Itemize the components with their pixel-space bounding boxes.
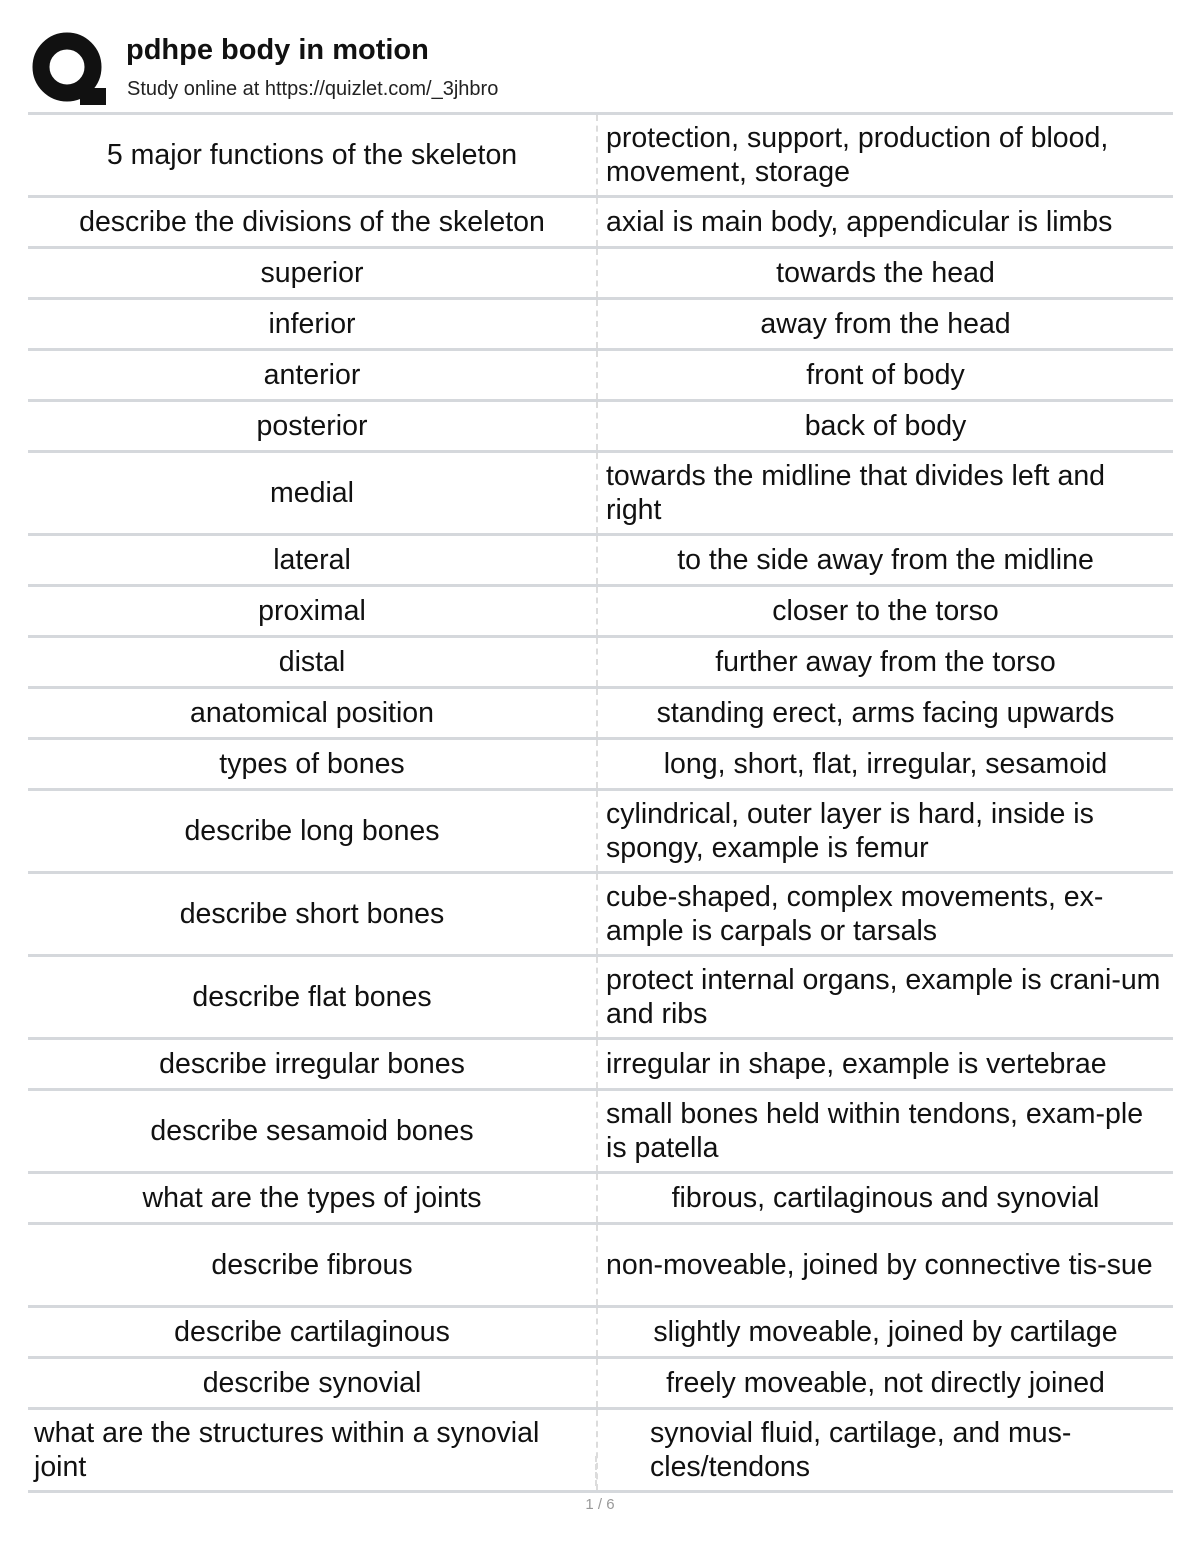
card-row xyxy=(28,686,1173,737)
card-row xyxy=(28,246,1173,297)
card-term: distal xyxy=(278,646,346,678)
card-definition: closer to the torso xyxy=(596,587,1173,635)
card-definition: to the side away from the midline xyxy=(596,536,1173,584)
card-row xyxy=(28,1356,1173,1407)
study-online-link[interactable]: Study online at https://quizlet.com/_3jhbro xyxy=(127,78,499,100)
card-term: medial xyxy=(270,477,354,509)
card-row xyxy=(28,112,1173,195)
card-row xyxy=(28,954,1173,1037)
card-term: describe irregular bones xyxy=(159,1048,465,1080)
card-term: proximal xyxy=(258,595,366,627)
flashcard-table xyxy=(28,112,1173,1493)
card-term: describe fibrous xyxy=(211,1249,413,1281)
card-term: describe cartilaginous xyxy=(174,1316,450,1348)
card-term: describe synovial xyxy=(202,1367,422,1399)
card-definition: irregular in shape, example is vertebrae xyxy=(596,1040,1173,1088)
quizlet-logo-icon xyxy=(30,30,108,108)
card-row xyxy=(28,737,1173,788)
card-definition: axial is main body, appendicular is limbs xyxy=(596,198,1173,246)
card-definition: non-moveable, joined by connective tis-sue xyxy=(596,1225,1173,1305)
card-row xyxy=(28,1222,1173,1305)
card-row xyxy=(28,297,1173,348)
card-term: types of bones xyxy=(219,748,405,780)
card-definition: standing erect, arms facing upwards xyxy=(596,689,1173,737)
card-definition: protect internal organs, example is crani-um and ribs xyxy=(596,957,1173,1037)
card-row xyxy=(28,584,1173,635)
card-definition: small bones held within tendons, exam-ple is patella xyxy=(596,1091,1173,1171)
card-row xyxy=(28,1037,1173,1088)
page-number: 1 / 6 xyxy=(585,1496,615,1513)
card-row xyxy=(28,1088,1173,1171)
card-definition: cylindrical, outer layer is hard, inside is spongy, example is femur xyxy=(596,791,1173,871)
card-definition: towards the head xyxy=(596,249,1173,297)
card-term: what are the structures within a synovial joint xyxy=(34,1417,540,1483)
card-term: what are the types of joints xyxy=(142,1182,482,1214)
card-definition: fibrous, cartilaginous and synovial xyxy=(596,1174,1173,1222)
card-row xyxy=(28,871,1173,954)
card-definition: further away from the torso xyxy=(596,638,1173,686)
card-row xyxy=(28,635,1173,686)
card-definition: synovial fluid, cartilage, and mus-cles/tendons xyxy=(596,1410,1173,1490)
card-term: describe long bones xyxy=(184,815,440,847)
card-definition: freely moveable, not directly joined xyxy=(596,1359,1173,1407)
card-term: posterior xyxy=(256,410,368,442)
card-term: inferior xyxy=(268,308,356,340)
card-definition: slightly moveable, joined by cartilage xyxy=(596,1308,1173,1356)
card-term: anatomical position xyxy=(190,697,434,729)
column-divider-tail xyxy=(595,1456,597,1486)
card-definition: long, short, flat, irregular, sesamoid xyxy=(596,740,1173,788)
page-header xyxy=(28,28,1178,110)
card-row xyxy=(28,399,1173,450)
card-definition: cube-shaped, complex movements, ex-ample is carpals or tarsals xyxy=(596,874,1173,954)
card-definition: towards the midline that divides left and right xyxy=(596,453,1173,533)
card-term: describe flat bones xyxy=(192,981,432,1013)
card-definition: back of body xyxy=(596,402,1173,450)
card-row xyxy=(28,450,1173,533)
card-row xyxy=(28,1305,1173,1356)
card-row xyxy=(28,1171,1173,1222)
card-term: describe the divisions of the skeleton xyxy=(79,206,545,238)
card-term: superior xyxy=(260,257,364,289)
card-term: describe short bones xyxy=(179,898,445,930)
card-term: anterior xyxy=(263,359,361,391)
card-row xyxy=(28,533,1173,584)
card-definition: protection, support, production of blood, movement, storage xyxy=(596,115,1173,195)
card-row xyxy=(28,788,1173,871)
card-definition: away from the head xyxy=(596,300,1173,348)
card-definition: front of body xyxy=(596,351,1173,399)
card-row xyxy=(28,1407,1173,1493)
card-row xyxy=(28,195,1173,246)
card-term: 5 major functions of the skeleton xyxy=(106,139,518,171)
card-term: describe sesamoid bones xyxy=(150,1115,474,1147)
card-row xyxy=(28,348,1173,399)
page-title: pdhpe body in motion xyxy=(126,34,429,66)
card-term: lateral xyxy=(273,544,351,576)
